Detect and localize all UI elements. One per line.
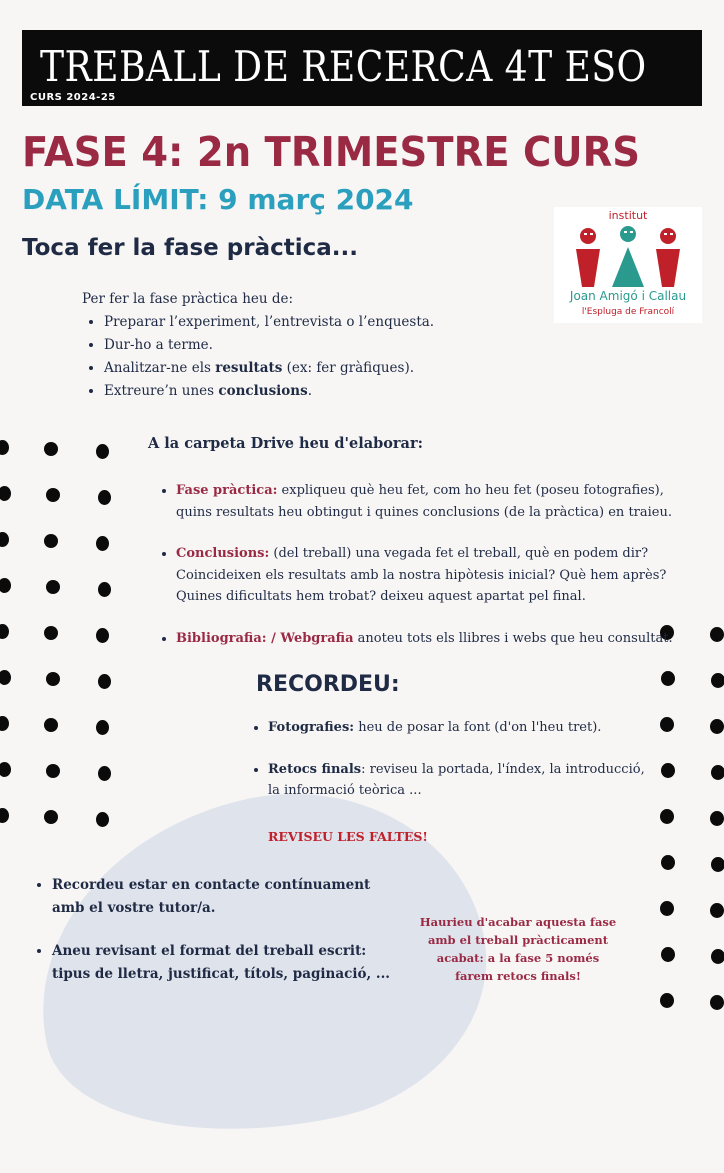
logo-school-name: Joan Amigó i Callau: [569, 289, 687, 303]
decorative-dot: [661, 671, 675, 686]
intro-item-bold: conclusions: [218, 383, 308, 399]
drive-item: [176, 543, 676, 608]
intro-item: [104, 357, 434, 380]
school-logo: [554, 207, 702, 323]
decorative-dot: [44, 442, 58, 456]
decorative-dot: [710, 719, 724, 734]
drive-list: [158, 480, 676, 669]
decorative-dot: [44, 810, 58, 824]
bottom-item: • Recordeu estar en contacte contínuament amb el vostre tutor/a.: [52, 874, 392, 920]
reminder-item-bold: Fotografies:: [268, 720, 355, 735]
decorative-dot: [98, 674, 111, 689]
decorative-dot: [96, 720, 109, 735]
decorative-dot: [711, 949, 724, 964]
decorative-dot: [46, 580, 60, 594]
decorative-dot: [0, 716, 9, 731]
decorative-dot: [44, 718, 58, 732]
header-title: TREBALL DE RECERCA 4T ESO: [40, 42, 647, 91]
drive-item-label: Bibliografia: / Webgrafia: [176, 630, 354, 646]
decorative-dot: [96, 444, 109, 459]
decorative-dot: [0, 762, 11, 777]
decorative-dot: [710, 995, 724, 1010]
decorative-dot: [710, 903, 724, 918]
drive-item-label: Conclusions:: [176, 546, 270, 561]
header-subtitle: CURS 2024-25: [30, 92, 116, 103]
decorative-dot: [0, 624, 9, 639]
reminder-item-text: : reviseu la portada, l'índex, la introducció, la informació teòrica ...: [268, 761, 645, 798]
decorative-dot: [96, 536, 109, 551]
drive-item-text: (del treball) una vegada fet el treball, què en podem dir? Coincideixen els resultats amb la nostra hipòtesis inicial? Què hem après? Quines dificultats hem trobat? deixeu aquest apartat pel final.: [176, 546, 667, 604]
decorative-dot: [44, 534, 58, 548]
decorative-dot: [44, 626, 58, 640]
drive-item-text: expliqueu què heu fet, com ho heu fet (poseu fotografies), quins resultats heu obtingut i quines conclusions (de la pràctica) en traieu.: [176, 483, 672, 520]
decorative-dot: [661, 855, 675, 870]
closing-note: Haurieu d'acabar aquesta fase amb el treball pràcticament acabat: a la fase 5 només farem retocs finals!: [419, 915, 617, 983]
intro-item-text: (ex: fer gràfiques).: [282, 360, 415, 376]
decorative-dot: [98, 766, 111, 781]
intro-item-text: Extreure’n unes: [104, 383, 219, 399]
drive-item: [176, 480, 676, 523]
decorative-dot: [660, 717, 674, 732]
decorative-dot: [660, 901, 674, 916]
reminder-item-text: heu de posar la font (d'on l'heu tret).: [354, 720, 602, 735]
decorative-dot: [96, 628, 109, 643]
reminder-title: RECORDEU:: [256, 672, 400, 697]
drive-title: A la carpeta Drive heu d'elaborar:: [148, 435, 423, 452]
reminder-item: [268, 759, 648, 802]
intro-list: [82, 311, 434, 403]
decorative-dot: [711, 673, 724, 688]
decorative-dot: [660, 993, 674, 1008]
decorative-dot: [96, 812, 109, 827]
intro-item-text: Analitzar-ne els: [104, 360, 216, 376]
reminder-item-bold: Retocs finals: [268, 761, 362, 777]
drive-item-text: anoteu tots els llibres i webs que heu consultat.: [353, 630, 673, 646]
alert-text: REVISEU LES FALTES!: [268, 829, 428, 844]
drive-item-label: Fase pràctica:: [176, 483, 278, 498]
decorative-dot: [711, 857, 724, 872]
decorative-dot: [0, 440, 9, 455]
intro-item-text: Dur-ho a terme.: [104, 337, 213, 353]
decorative-dot: [98, 490, 111, 505]
decorative-dot: [0, 486, 11, 501]
decorative-dot: [0, 670, 11, 685]
intro-item-bold: resultats: [215, 360, 283, 376]
decorative-dot: [661, 947, 675, 962]
drive-item: [176, 628, 676, 650]
bottom-item: • Aneu revisant el format del treball escrit: tipus de lletra, justificat, títols, paginació, ...: [52, 940, 392, 986]
decorative-dot: [0, 578, 11, 593]
decorative-dot: [46, 764, 60, 778]
decorative-dot: [710, 811, 724, 826]
decorative-dot: [710, 627, 724, 642]
intro-section: [82, 288, 434, 403]
decorative-dot: [711, 765, 724, 780]
intro-item: [104, 380, 434, 403]
decorative-dot: [660, 809, 674, 824]
decorative-dot: [661, 763, 675, 778]
logo-place: l'Espluga de Francolí: [581, 307, 675, 317]
decorative-dot: [98, 582, 111, 597]
decorative-dot: [46, 488, 60, 502]
deadline: DATA LÍMIT: 9 març 2024: [22, 183, 414, 216]
section-subtitle: Toca fer la fase pràctica...: [22, 235, 358, 261]
intro-item: [104, 311, 434, 334]
reminder-item: [268, 717, 648, 739]
decorative-dot: [46, 672, 60, 686]
logo-institut-label: institut: [608, 209, 648, 222]
decorative-dot: [0, 532, 9, 547]
intro-item-text: Preparar l’experiment, l’entrevista o l’enquesta.: [104, 314, 435, 330]
reminder-list: [250, 717, 648, 822]
header-banner: [22, 30, 702, 106]
logo-figures-icon: [554, 219, 702, 299]
intro-item-text: .: [307, 383, 313, 399]
intro-lead: Per fer la fase pràctica heu de:: [82, 291, 294, 307]
phase-title: FASE 4: 2n TRIMESTRE CURS: [22, 128, 641, 176]
bottom-list: [36, 874, 392, 1006]
intro-item: [104, 334, 434, 357]
decorative-dot: [0, 808, 9, 823]
